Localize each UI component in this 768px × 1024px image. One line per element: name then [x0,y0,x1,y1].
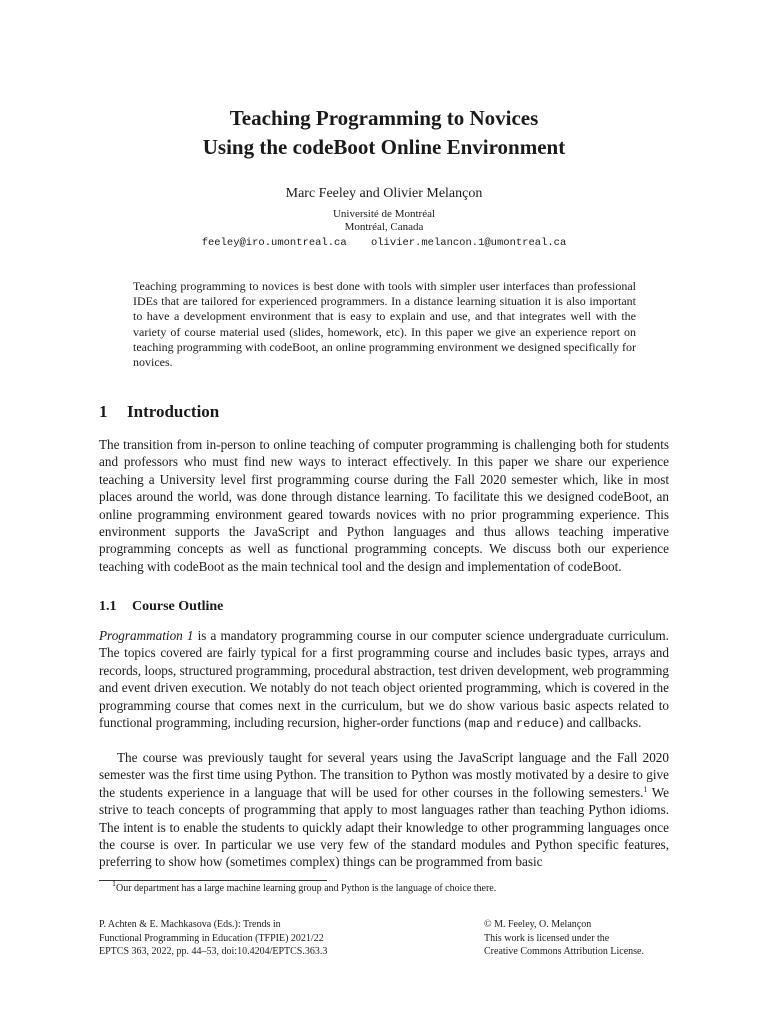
footnote-reference: 1 [643,784,648,794]
paragraph2-text-a: The course was previously taught for several years using the JavaScript language and the Fall 2020 semester was the first time using Python. The transition to Python was mostly motivated by a desire to give the students experience in a language that will be used for other courses in the following semesters. [99,750,669,800]
code-map: map [468,717,491,732]
title-line-1: Teaching Programming to Novices [229,106,539,130]
course-text-and: and [490,715,516,731]
authors: Marc Feeley and Olivier Melançon [285,186,483,201]
course-outline-paragraph-2 [99,749,669,871]
footer-license-name: Creative Commons Attribution License. [484,946,644,957]
affiliation-location: Montréal, Canada [344,221,424,233]
footer-editors: P. Achten & E. Machkasova (Eds.): Trends in [99,919,281,930]
intro-paragraph: The transition from in-person to online teaching of computer programming is challenging both for students and professors who must find new ways to interact effectively. In this paper we share our experience teaching a University level first programming course during the Fall 2020 semester which, like in most places around the world, was done through distance learning. To facilitate this we designed codeBoot, an online programming environment geared towards novices with no prior programming experience. This environment supports the JavaScript and Python languages and thus allows teaching imperative programming concepts as well as functional programming concepts. We discuss both our experience teaching with codeBoot as the main technical tool and the design and implementation of codeBoot. [99,437,669,574]
paragraph2-text-b: We strive to teach concepts of programming that apply to most languages rather than teaching Python idioms. The intent is to enable the students to quickly adapt their knowledge to other programming languages once the course is over. In particular we use very few of the standard modules and Python specific features, preferring to show how (sometimes complex) things can be programmed from basic [99,784,669,870]
footer-copyright: © M. Feeley, O. Melançon [484,919,592,930]
footer-citation [99,918,327,959]
footnote-divider [99,880,327,881]
title-line-2: Using the codeBoot Online Environment [202,135,566,159]
footnote [112,879,497,895]
email-feeley: feeley@iro.umontreal.ca [201,237,347,249]
abstract: Teaching programming to novices is best done with tools with simpler user interfaces than professional IDEs that are tailored for experienced programmers. In a distance learning situation it is also important to have a development environment that is easy to explain and use, and that integrates well with the variety of course material used (slides, homework, etc). In this paper we give an experience report on teaching programming with codeBoot, an online programming environment we designed specifically for novices. [133,279,636,370]
course-name: Programmation 1 [99,628,194,643]
course-text-b: ) and callbacks. [559,715,642,731]
code-reduce: reduce [515,717,560,732]
email-melancon: olivier.melancon.1@umontreal.ca [370,237,567,249]
author-emails [0,236,768,250]
paper-title [0,104,768,162]
footnote-mark: 1 [112,879,116,888]
footer-license [484,918,644,959]
section-number: 1 [99,402,108,421]
subsection-heading-course-outline [99,598,223,616]
footer-license-line: This work is licensed under the [484,932,610,944]
footer-venue: Functional Programming in Education (TFPIE) 2021/22 [99,932,324,944]
subsection-title: Course Outline [132,599,224,614]
affiliation [0,208,768,234]
footer-doi: EPTCS 363, 2022, pp. 44–53, doi:10.4204/EPTCS.363.3 [99,946,328,957]
course-outline-paragraph-1 [99,627,669,733]
footnote-text: Our department has a large machine learning group and Python is the language of choice there. [116,883,497,894]
section-title: Introduction [127,402,220,421]
course-text-a: is a mandatory programming course in our computer science undergraduate curriculum. The topics covered are fairly typical for a first programming course and includes basic types, arrays and records, loops, structured programming, procedural abstraction, test driven development, web programming and event driven execution. We notably do not teach object oriented programming, which is covered in the programming course that comes next in the curriculum, but we do show various basic aspects related to functional programming, including recursion, higher-order functions ( [99,628,669,731]
section-heading-introduction [99,402,219,422]
subsection-number: 1.1 [99,599,117,614]
affiliation-institution: Université de Montréal [332,208,436,220]
